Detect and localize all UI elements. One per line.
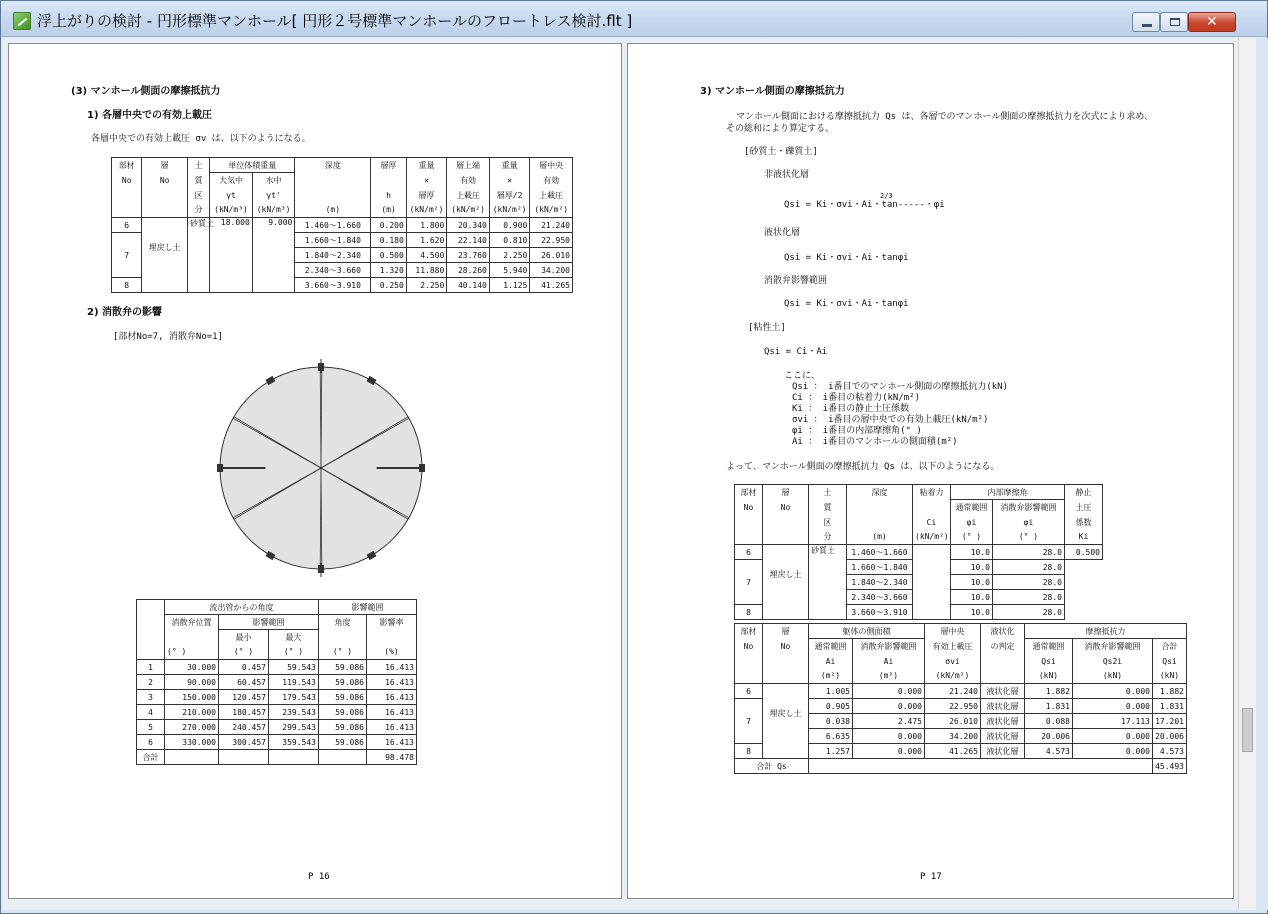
- table-row: 6 埋戻し土 砂質土 1.460～1.660 10.0 28.0 0.500: [735, 545, 1103, 560]
- table-row: 2.340～3.660 10.0 28.0: [735, 590, 1103, 605]
- formula: Qsi = Ki・σvi・Ai・tanφi: [784, 299, 909, 309]
- maximize-button[interactable]: [1160, 12, 1188, 32]
- th-air: 大気中: [210, 173, 253, 188]
- th-shitsu: 質: [187, 173, 209, 188]
- document-viewport[interactable]: [2, 38, 1238, 910]
- overburden-table: [111, 157, 573, 293]
- th-water: 水中: [252, 173, 295, 188]
- th-gtp: γt': [252, 188, 295, 203]
- table-row: 7 1.660～1.840 10.0 28.0: [735, 560, 1103, 575]
- table-row: 8 3.660～3.910 0.250 2.250 40.140 1.125 41.265: [112, 278, 573, 293]
- th-load2: 上載圧: [530, 188, 573, 203]
- th-h: h: [371, 188, 406, 203]
- definition: Ki ： i番目の静止土圧係数: [792, 404, 910, 414]
- page-17: [627, 43, 1234, 899]
- table-row: 8 1.257 0.000 41.265 液状化層 4.573 0.000 4.573: [735, 744, 1187, 759]
- paragraph: マンホール側面における摩擦抵抗力 Qs は、各層でのマンホール側面の摩擦抵抗力を次式により求め、: [736, 112, 1153, 122]
- th-do: 土: [187, 158, 209, 173]
- definition: Qsi ： i番目でのマンホール側面の摩擦抵抗力(kN): [792, 382, 1009, 392]
- table-total-row: 合計 98.478: [137, 750, 417, 765]
- paragraph: ここに、: [784, 371, 821, 381]
- th-x: ×: [406, 173, 447, 188]
- th-unit: (kN/m²): [489, 203, 530, 218]
- th-sou-no: No: [142, 173, 188, 188]
- th-thick2: 層厚: [406, 188, 447, 203]
- formula: Qsi = Ki・σvi・Ai・tan-----・φi: [784, 200, 945, 210]
- table-row: 5 270.000 240.457 299.543 59.086 16.413: [137, 720, 417, 735]
- table-row: 6 埋戻し土 砂質土 18.000 9.000 1.460～1.660 0.200 1.800 20.340 0.900 21.240: [112, 218, 573, 233]
- table-row: 1.840～2.340 0.500 4.500 23.760 2.250 26.010: [112, 248, 573, 263]
- th-gt: γt: [210, 188, 253, 203]
- table-row: 1.840～2.340 10.0 28.0: [735, 575, 1103, 590]
- definition: σvi ： i番目の層中央での有効上載圧(kN/m²): [792, 415, 989, 425]
- th-no: No: [112, 173, 142, 188]
- table-row: 6 埋戻し土 1.005 0.000 21.240 液状化層 1.882 0.000 1.882: [735, 684, 1187, 699]
- title-bar[interactable]: [1, 1, 1267, 37]
- maximize-icon: [1170, 18, 1180, 26]
- friction-result-table: 部材 層 躯体の側面積 層中央 液状化 摩擦抵抗力 No No 通常範囲 消散弁影響範囲 有効上載圧 の判定 通常範囲 消散弁影響範囲 合計 Ai Ai σvi Qsi Qs2i Qsi (m²) (m²) (kN/m²) (kN) (kN) (kN) 6 埋戻し土 1.005 0.000 21.240 液状化層 1.882 0.000 1.882 7 0.905 0.000 22.950 液状化層 1.831 0.000 1.831 0.038 2.475 26.010 液状化層 0.088 17.113 17.201 6.635 0.000 34.200 液状化層 20.006 0.000 20.006 8 1.257 0.000 41.265 液状化層 4.573 0.000 4.573 合計 Qs 45.493: [734, 623, 1187, 774]
- th-load: 上載圧: [447, 188, 490, 203]
- formula: Qsi = Ki・σvi・Ai・tanφi: [784, 253, 909, 263]
- paragraph: 各層中央での有効上載圧 σv は、以下のようになる。: [91, 134, 311, 144]
- th-unit: (kN/m²): [530, 203, 573, 218]
- section-heading: (3) マンホール側面の摩擦抵抗力: [71, 86, 221, 97]
- page-number: P 16: [308, 872, 330, 882]
- th-influence: 影響範囲: [319, 600, 417, 615]
- th-unit: (kN/m²): [406, 203, 447, 218]
- close-button[interactable]: [1188, 12, 1236, 32]
- close-icon: ✕: [1206, 14, 1218, 30]
- paragraph: 非液状化層: [764, 170, 810, 180]
- valve-marker: [217, 464, 223, 472]
- paragraph: [粘性土]: [748, 323, 786, 333]
- table-row: 1 30.000 0.457 59.543 59.086 16.413: [137, 660, 417, 675]
- th-mid: 層中央: [530, 158, 573, 173]
- th-unit: (kN/m³): [210, 203, 253, 218]
- table-row: 3 150.000 120.457 179.543 59.086 16.413: [137, 690, 417, 705]
- paragraph: その総和により算定する。: [726, 124, 835, 134]
- th-sou: 層: [142, 158, 188, 173]
- th-unit: (m): [295, 203, 371, 218]
- table-row: 6.635 0.000 34.200 液状化層 20.006 0.000 20.006: [735, 729, 1187, 744]
- pipe-marker: [318, 363, 324, 371]
- th-weight2: 重量: [489, 158, 530, 173]
- scrollbar-thumb[interactable]: [1242, 708, 1253, 752]
- page-16: [8, 43, 622, 899]
- paragraph: 消散弁影響範囲: [764, 276, 828, 286]
- subsection-heading: 2) 消散弁の影響: [87, 307, 163, 318]
- th-range: 影響範囲: [219, 615, 319, 630]
- definition: Ai ： i番目のマンホールの側面積(m²): [792, 437, 958, 447]
- valve-diagram: [209, 348, 433, 576]
- th-thickness: 層厚: [371, 158, 406, 173]
- valve-table: 流出管からの角度 影響範囲 消散弁位置 影響範囲 角度 影響率 最小 最大 (° ) (° ) (° ) (° ) (%) 1 30.000 0.457 59.543 59.086 16.413 2 90.000 60.457 119.543 59.086 16.413 3 150.000 120.457 179.543 59.086 16.413 4 210.000 180.457 239.543 59.086 16.413 5 270.000 240.457 299.543 59.086 16.413 6 330.000 300.457 359.543 59.086 16.413 合計 98.478: [136, 599, 417, 765]
- paragraph: 液状化層: [764, 228, 801, 238]
- definition: φi ： i番目の内部摩擦角(° ): [792, 426, 922, 436]
- th-unit: (kN/m³): [252, 203, 295, 218]
- th-rate: 影響率: [367, 615, 417, 630]
- window-frame: [1256, 38, 1268, 910]
- friction-param-table: 部材 層 土 深度 粘着力 内部摩擦角 静止 No No 質 通常範囲 消散弁影響範囲 土圧 区 Ci φi φi 係数 分 (m) (kN/m²) (° ) (° ) Ki 6 埋戻し土 砂質土 1.460～1.660 10.0 28.0 0.500 7 1.660～1.840 10.0 28.0 1.840～2.340 10.0 28.0 2.340～3.660 10.0 28.0 8 3.660～3.910 10.0 28.0: [734, 484, 1103, 620]
- table-row: 8 3.660～3.910 10.0 28.0: [735, 605, 1103, 620]
- subsection-heading: 1) 各層中央での有効上載圧: [87, 110, 213, 121]
- th-weight: 重量: [406, 158, 447, 173]
- paragraph: [砂質土・礫質土]: [744, 147, 818, 157]
- app-icon: [13, 12, 31, 30]
- th-eff2: 有効: [530, 173, 573, 188]
- th-top: 層上端: [447, 158, 490, 173]
- table-total-row: 合計 Qs 45.493: [735, 759, 1187, 774]
- table-row: 4 210.000 180.457 239.543 59.086 16.413: [137, 705, 417, 720]
- table-row: 6 330.000 300.457 359.543 59.086 16.413: [137, 735, 417, 750]
- th-buzai: 部材: [112, 158, 142, 173]
- th-eff: 有効: [447, 173, 490, 188]
- table-row: 7 0.905 0.000 22.950 液状化層 1.831 0.000 1.831: [735, 699, 1187, 714]
- minimize-button[interactable]: [1132, 12, 1160, 32]
- th-half: 層厚/2: [489, 188, 530, 203]
- th-angle: 角度: [319, 615, 367, 630]
- valve-marker: [419, 464, 425, 472]
- th-bun: 分: [187, 203, 209, 218]
- table-row: 0.038 2.475 26.010 液状化層 0.088 17.113 17.201: [735, 714, 1187, 729]
- th-x2: ×: [489, 173, 530, 188]
- th-depth: 深度: [295, 158, 371, 173]
- page-number: P 17: [920, 872, 942, 882]
- window-title: 浮上がりの検討 - 円形標準マンホール[ 円形２号標準マンホールのフロートレス検討.flt ]: [37, 12, 633, 30]
- th-position: 消散弁位置: [165, 615, 219, 630]
- table-row: 7 1.660～1.840 0.180 1.620 22.140 0.810 22.950: [112, 233, 573, 248]
- th-unit-weight: 単位体積重量: [210, 158, 295, 173]
- table-row: 2.340～3.660 1.320 11.880 28.260 5.940 34.200: [112, 263, 573, 278]
- definition: Ci ： i番目の粘着力(kN/m²): [792, 393, 921, 403]
- formula: Qsi = Ci・Ai: [764, 347, 828, 357]
- vertical-scrollbar[interactable]: [1238, 38, 1256, 910]
- th-ku: 区: [187, 188, 209, 203]
- minimize-icon: [1142, 24, 1152, 27]
- th-angle-from: 流出管からの角度: [165, 600, 319, 615]
- table-row: 2 90.000 60.457 119.543 59.086 16.413: [137, 675, 417, 690]
- th-max: 最大: [269, 630, 319, 645]
- th-unit: (m): [371, 203, 406, 218]
- paragraph: よって、マンホール側面の摩擦抵抗力 Qs は、以下のようになる。: [726, 462, 1000, 472]
- paragraph: [部材No=7, 消散弁No=1]: [113, 332, 224, 342]
- th-unit: (kN/m²): [447, 203, 490, 218]
- pipe-marker: [318, 565, 324, 573]
- section-heading: 3) マンホール側面の摩擦抵抗力: [700, 86, 845, 97]
- formula-fraction: 2/3: [880, 192, 893, 200]
- th-min: 最小: [219, 630, 269, 645]
